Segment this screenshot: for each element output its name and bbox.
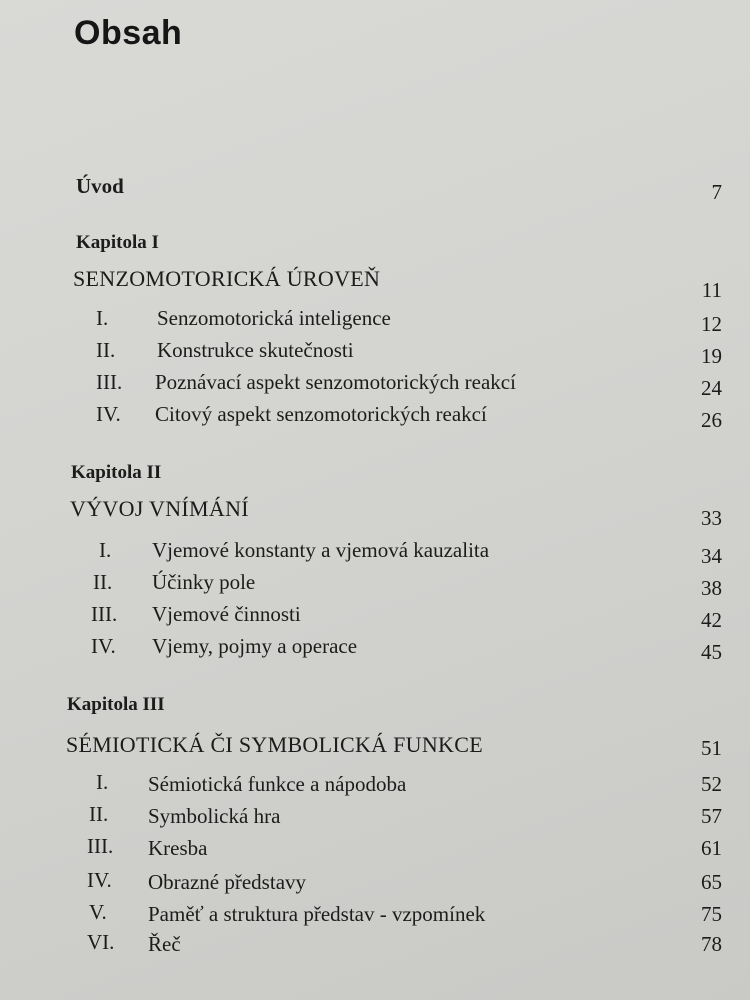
- item-title: Kresba: [148, 836, 208, 860]
- item-title: Obrazné představy: [148, 870, 307, 894]
- item-title: Citový aspekt senzomotorických reakcí: [155, 402, 487, 426]
- toc-item: [0, 538, 750, 568]
- item-title: Paměť a struktura představ - vzpomínek: [148, 902, 486, 926]
- item-title: Řeč: [148, 932, 181, 956]
- toc-item: [0, 602, 750, 632]
- item-number: III.: [96, 370, 123, 394]
- chapter-title-row: [0, 266, 750, 302]
- toc-item: [0, 634, 750, 664]
- item-page: 57: [701, 804, 722, 828]
- item-number: II.: [93, 570, 113, 594]
- chapter-title-row: [0, 732, 750, 762]
- item-title: Konstrukce skutečnosti: [157, 338, 354, 362]
- item-number: IV.: [96, 402, 121, 426]
- toc-item: [0, 930, 750, 960]
- item-page: 34: [701, 544, 722, 568]
- toc-item: [0, 900, 750, 930]
- item-number: IV.: [87, 868, 112, 892]
- chapter-page: 51: [701, 736, 722, 760]
- item-page: 42: [701, 608, 722, 632]
- item-title: Poznávací aspekt senzomotorických reakcí: [155, 370, 516, 394]
- item-title: Sémiotická funkce a nápodoba: [148, 772, 407, 796]
- item-title: Symbolická hra: [148, 804, 281, 828]
- item-title: Vjemy, pojmy a operace: [152, 634, 358, 658]
- item-page: 24: [701, 376, 722, 400]
- item-page: 65: [701, 870, 722, 894]
- toc-item: [0, 802, 750, 832]
- chapter-page: 11: [701, 278, 722, 302]
- item-title: Vjemové činnosti: [152, 602, 301, 626]
- page-title: Obsah: [74, 14, 183, 52]
- toc-item: [0, 306, 750, 336]
- item-page: 61: [701, 836, 722, 860]
- item-number: I.: [96, 770, 109, 794]
- item-number: VI.: [87, 930, 115, 954]
- chapter-title: VÝVOJ VNÍMÁNÍ: [70, 496, 249, 521]
- item-page: 45: [701, 640, 722, 664]
- toc-item: [0, 338, 750, 368]
- item-number: I.: [99, 538, 112, 562]
- item-number: V.: [89, 900, 107, 924]
- item-number: III.: [91, 602, 118, 626]
- item-page: 52: [701, 772, 722, 796]
- item-title: Vjemové konstanty a vjemová kauzalita: [152, 538, 490, 562]
- item-page: 12: [701, 312, 722, 336]
- item-number: IV.: [91, 634, 116, 658]
- intro-page: 7: [711, 180, 722, 204]
- item-title: Účinky pole: [152, 570, 256, 594]
- item-number: III.: [87, 834, 114, 858]
- toc-item: [0, 402, 750, 432]
- toc-item: [0, 834, 750, 864]
- toc-item: [0, 570, 750, 600]
- chapter-title: SENZOMOTORICKÁ ÚROVEŇ: [73, 266, 381, 291]
- toc-item: [0, 770, 750, 800]
- chapter-label: Kapitola III: [67, 694, 165, 715]
- toc-item: [0, 370, 750, 400]
- chapter-label: Kapitola I: [76, 232, 159, 253]
- item-number: I.: [96, 306, 109, 330]
- item-page: 75: [701, 902, 722, 926]
- item-number: II.: [96, 338, 116, 362]
- item-page: 19: [701, 344, 722, 368]
- intro-title: Úvod: [76, 174, 124, 198]
- toc-entry-intro: [0, 174, 750, 204]
- item-page: 78: [701, 932, 722, 956]
- item-number: II.: [89, 802, 109, 826]
- chapter-label: Kapitola II: [71, 462, 162, 483]
- chapter-title-row: [0, 496, 750, 530]
- item-title: Senzomotorická inteligence: [157, 306, 391, 330]
- item-page: 26: [701, 408, 722, 432]
- chapter-title: SÉMIOTICKÁ ČI SYMBOLICKÁ FUNKCE: [66, 732, 483, 757]
- chapter-page: 33: [701, 506, 722, 530]
- toc-item: [0, 868, 750, 898]
- item-page: 38: [701, 576, 722, 600]
